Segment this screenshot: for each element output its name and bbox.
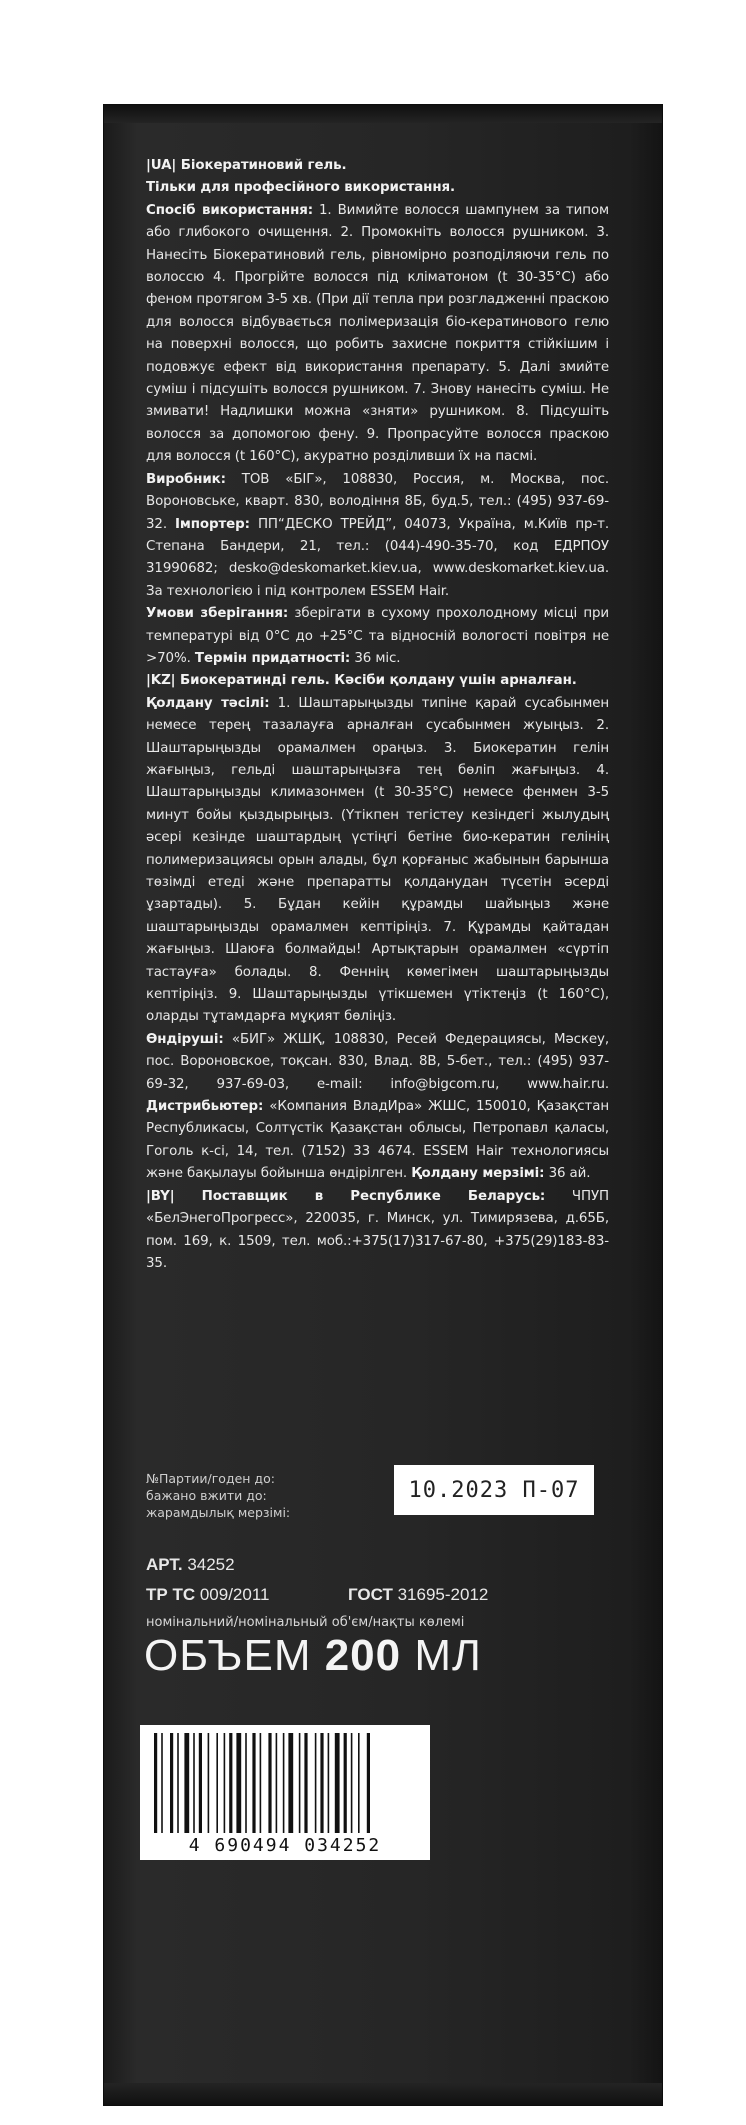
batch-stamp: 10.2023 П-07	[394, 1465, 594, 1515]
batch-line-3: жарамдылық мерзімі:	[146, 1505, 291, 1520]
barcode-bar	[245, 1733, 247, 1833]
barcode-bar	[283, 1733, 285, 1833]
barcode-bar	[328, 1733, 330, 1833]
gost	[348, 1585, 488, 1605]
kz-block	[146, 670, 609, 1185]
article	[146, 1555, 235, 1575]
barcode-bars	[150, 1733, 420, 1835]
barcode-bar	[229, 1733, 232, 1833]
barcode-bar	[184, 1733, 189, 1833]
barcode-bar	[260, 1733, 262, 1833]
ua-usage-text: 1. Вимийте волосся шампунем за типом або глибокого очищення. 2. Промокніть волосся рушником. 3. Нанесіть Біокератиновий гель, рівномірно розподіляючи гель по волоссю 4. Прогрійте волосся під кліматоном (t 30-35°C) або феном протягом 3-5 хв. (При дії тепла при розгладженні праскою для волосся відбувається полімеризація біо-кератинового гелю на поверхні волосся, що робить захисне покриття стійкішим і подовжує ефект від використання препарату. 5. Далі змийте суміш і підсушіть волосся рушником. 7. Знову нанесіть суміш. Не змивати! Надлишки можна «зняти» рушником. 8. Підсушіть волосся за допомогою фену. 9. Пропрасуйте волосся праскою для волосся (t 160°C), акуратно розділивши їх на пасмі.	[146, 202, 609, 465]
by-block	[146, 1186, 609, 1276]
art-label: АРТ.	[146, 1555, 183, 1574]
barcode-bar	[170, 1733, 173, 1833]
art-value: 34252	[182, 1555, 235, 1574]
barcode-bar	[304, 1733, 307, 1833]
batch-labels	[146, 1470, 326, 1521]
tr-label: ТР ТС	[146, 1585, 196, 1604]
kz-distributor-label: Дистрибьютер:	[146, 1099, 264, 1115]
barcode-bar	[335, 1733, 340, 1833]
volume-caption: номінальний/номінальный об'єм/нақты көлемі	[146, 1615, 465, 1630]
barcode-bar	[299, 1733, 301, 1833]
barcode-bar	[351, 1733, 353, 1833]
barcode-bar	[236, 1733, 241, 1833]
ua-block	[146, 155, 609, 670]
barcode-bar	[177, 1733, 179, 1833]
gost-label: ГОСТ	[348, 1585, 393, 1604]
barcode-bar	[367, 1733, 370, 1833]
ua-subtitle: Тільки для професійного використання.	[146, 180, 455, 196]
gost-value: 31695-2012	[392, 1585, 489, 1604]
kz-usage-text: 1. Шаштарыңызды типіне қарай сусабынмен немесе терең тазалауға арналған сусабынмен жуыңыз. 2. Шаштарыңызды орамалмен ораңыз. 3. Биокератин гелін жағыңыз, гельді шаштарыңызға тең бөліп жағыңыз. 4. Шаштарыңызды климазонмен (t 30-35°C) немесе фенмен 3-5 минут бойы қыздырыңыз. (Үтікпен тегістеу кезіндегі жылудың әсері кезінде шаштардың үстіңгі бетіне био-кератин гелінің полимеризациясы орын алады, бұл қорғаныс жабынын барынша төзімді етеді және препаратты қолданудан түсетін әсерді ұзартады). 5. Бұдан кейін құрамды шайыңыз және шаштарыңызды орамалмен кептіріңіз. 7. Құрамды қайтадан жағыңыз. Шаюға болмайды! Артықтарын орамалмен «сүртіп тастауға» болады. 8. Феннің көмегімен шаштарыңызды кептіріңіз. 9. Шаштарыңызды үтікшемен үтіктеңіз (t 160°C), оларды тұтамдарға мұқият бөліңіз.	[146, 695, 609, 1025]
barcode-bar	[320, 1733, 323, 1833]
kz-maker-text: «БИГ» ЖШҚ, 108830, Ресей Федерациясы, Мәскеу, пос. Вороновское, тоқсан. 830, Влад. 8В, 5-бет., тел.: (495) 937-69-32, 937-69-03, e-mail: info@bigcom.ru, www.hair.ru.	[146, 1031, 609, 1092]
barcode	[140, 1725, 430, 1860]
volume-prefix: ОБЪЕМ	[144, 1631, 325, 1680]
tr-value: 009/2011	[195, 1585, 270, 1604]
kz-shelf-label: Қолдану мерзімі:	[411, 1166, 545, 1182]
barcode-bar	[276, 1733, 278, 1833]
ua-maker-label: Виробник:	[146, 471, 226, 487]
ua-importer-label: Імпортер:	[175, 516, 250, 532]
by-label: |BY| Поставщик в Республике Беларусь:	[146, 1188, 546, 1204]
barcode-bar	[315, 1733, 317, 1833]
barcode-bar	[216, 1733, 218, 1833]
ua-maker-text: ТОВ «БІГ», 108830, Россия, м. Москва, пос. Вороновське, кварт. 830, володіння 8Б, буд.5, тел.: (495) 937-69-32.	[146, 471, 609, 532]
kz-distributor-text: «Компания ВладИра» ЖШС, 150010, Қазақстан Республикасы, Солтүстік Қазақстан облысы, Петропавл қаласы, Гоголь к-сі, 14, тел. (7152) 33 4674. ESSEM Hair технологиясы және бақылауы бойынша өндірілген.	[146, 1099, 609, 1182]
barcode-bar	[193, 1733, 195, 1833]
volume	[144, 1631, 482, 1681]
barcode-bar	[288, 1733, 293, 1833]
ua-shelf-label: Термін придатності:	[194, 650, 351, 666]
barcode-bar	[344, 1733, 347, 1833]
barcode-bar	[161, 1733, 163, 1833]
by-text: ЧПУП «БелЭнегоПрогресс», 220035, г. Минск, ул. Тимирязева, д.65Б, пом. 169, к. 1509, тел. моб.:+375(17)317-67-80, +375(29)183-83-35.	[146, 1188, 609, 1271]
volume-unit: МЛ	[401, 1631, 482, 1680]
barcode-bar	[224, 1733, 226, 1833]
kz-usage-label: Қолдану тәсілі:	[146, 695, 270, 711]
ua-shelf-text: 36 міс.	[350, 650, 401, 666]
ua-importer-text: ПП“ДЕСКО ТРЕЙД”, 04073, Україна, м.Київ пр-т. Степана Бандери, 21, тел.: (044)-490-35-70, код ЕДРПОУ 31990682; desko@deskomarket.kiev.ua, www.deskomarket.kiev.ua. За технологією і під контролем ESSEM Hair.	[146, 516, 609, 599]
ua-usage-label: Спосіб використання:	[146, 202, 313, 218]
kz-shelf-text: 36 ай.	[544, 1166, 591, 1182]
barcode-bar	[252, 1733, 255, 1833]
batch-line-1: №Партии/годен до:	[146, 1471, 275, 1486]
product-box	[104, 105, 662, 2105]
barcode-bar	[199, 1733, 202, 1833]
barcode-bar	[154, 1733, 157, 1833]
kz-title: |KZ| Биокератинді гель. Кәсіби қолдану үшін арналған.	[146, 673, 577, 689]
barcode-bar	[268, 1733, 271, 1833]
ua-storage-text: зберігати в сухому прохолодному місці при температурі від 0°С до +25°С та відносній вологості повітря не >70%.	[146, 606, 609, 666]
barcode-number: 4 690494 034252	[188, 1835, 382, 1856]
kz-maker-label: Өндіруші:	[146, 1031, 224, 1047]
label-text	[146, 155, 609, 1275]
ua-title: |UA| Біокератиновий гель.	[146, 158, 347, 173]
ua-storage-label: Умови зберігання:	[146, 606, 289, 622]
volume-value: 200	[324, 1631, 402, 1680]
batch-line-2: бажано вжити до:	[146, 1488, 267, 1503]
barcode-bar	[358, 1733, 360, 1833]
tr-ts	[146, 1585, 269, 1605]
barcode-bar	[208, 1733, 210, 1833]
